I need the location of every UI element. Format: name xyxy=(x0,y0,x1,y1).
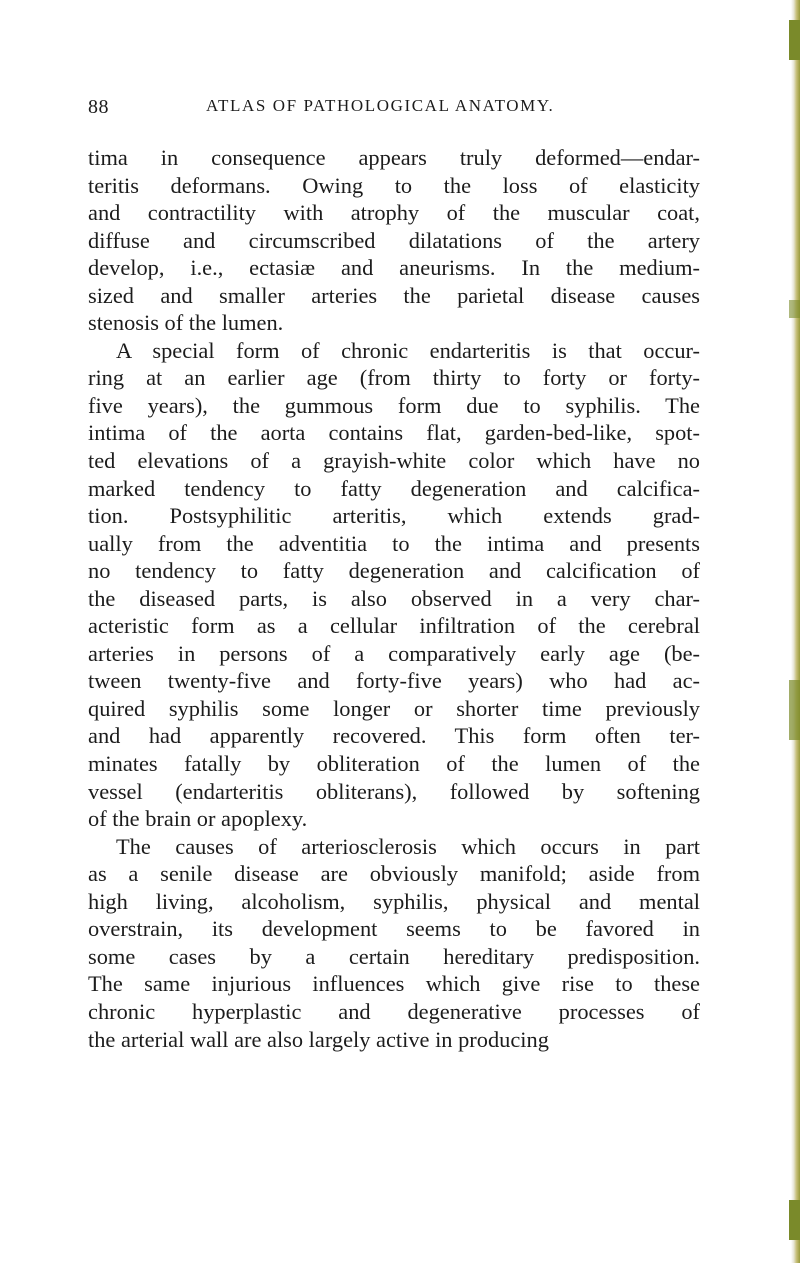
text-line: as a senile disease are obviously manifold; aside from xyxy=(88,861,700,887)
text-line: overstrain, its development seems to be favored in xyxy=(88,916,700,942)
text-line: stenosis of the lumen. xyxy=(88,310,284,336)
text-line: no tendency to fatty degeneration and calcification of xyxy=(88,558,700,584)
text-line: sized and smaller arteries the parietal disease causes xyxy=(88,282,700,308)
text-line: A special form of chronic endarteritis is that occur- xyxy=(116,337,700,363)
text-line: tima in consequence appears truly deformed—endar- xyxy=(88,145,700,170)
text-line: and contractility with atrophy of the muscular coat, xyxy=(88,200,700,226)
text-line: tion. Postsyphilitic arteritis, which extends grad- xyxy=(88,503,700,529)
text-line: and had apparently recovered. This form often ter- xyxy=(88,723,700,749)
text-line: chronic hyperplastic and degenerative processes of xyxy=(88,998,700,1024)
paragraph xyxy=(88,144,700,337)
paragraph xyxy=(88,337,700,833)
text-line: of the brain or apoplexy. xyxy=(88,806,308,832)
body-text xyxy=(88,144,700,1053)
running-title: ATLAS OF PATHOLOGICAL ANATOMY. xyxy=(206,96,555,115)
text-line: teritis deformans. Owing to the loss of elasticity xyxy=(88,172,700,198)
page-edge-stain xyxy=(789,680,800,740)
text-line: marked tendency to fatty degeneration and calcifica- xyxy=(88,475,700,501)
page-edge-stain xyxy=(789,20,800,60)
text-line: vessel (endarteritis obliterans), followed by softening xyxy=(88,778,700,804)
text-line: acteristic form as a cellular infiltration of the cerebral xyxy=(88,613,700,639)
text-line: arteries in persons of a comparatively early age (be- xyxy=(88,640,700,666)
page-number: 88 xyxy=(88,96,109,118)
text-line: diffuse and circumscribed dilatations of the artery xyxy=(88,227,700,253)
text-line: ted elevations of a grayish-white color which have no xyxy=(88,448,700,474)
running-head xyxy=(88,96,700,120)
paragraph xyxy=(88,833,700,1053)
text-line: minates fatally by obliteration of the lumen of the xyxy=(88,751,700,777)
text-line: The same injurious influences which give rise to these xyxy=(88,971,700,997)
text-line: quired syphilis some longer or shorter time previously xyxy=(88,695,700,721)
page-edge-stain xyxy=(789,1200,800,1240)
text-line: the diseased parts, is also observed in a very char- xyxy=(88,585,700,611)
text-line: intima of the aorta contains flat, garden-bed-like, spot- xyxy=(88,420,700,446)
text-line: high living, alcoholism, syphilis, physical and mental xyxy=(88,888,700,914)
page-edge-stain xyxy=(789,300,800,318)
text-line: develop, i.e., ectasiæ and aneurisms. In the medium- xyxy=(88,255,700,281)
text-line: the arterial wall are also largely active in producing xyxy=(88,1026,549,1052)
text-line: some cases by a certain hereditary predisposition. xyxy=(88,943,700,969)
text-line: tween twenty-five and forty-five years) who had ac- xyxy=(88,668,700,694)
page-edge-binding xyxy=(791,0,800,1263)
text-line: ring at an earlier age (from thirty to forty or forty- xyxy=(88,365,700,391)
text-line: ually from the adventitia to the intima and presents xyxy=(88,530,700,556)
text-line: five years), the gummous form due to syphilis. The xyxy=(88,392,700,418)
text-line: The causes of arteriosclerosis which occurs in part xyxy=(116,833,700,859)
